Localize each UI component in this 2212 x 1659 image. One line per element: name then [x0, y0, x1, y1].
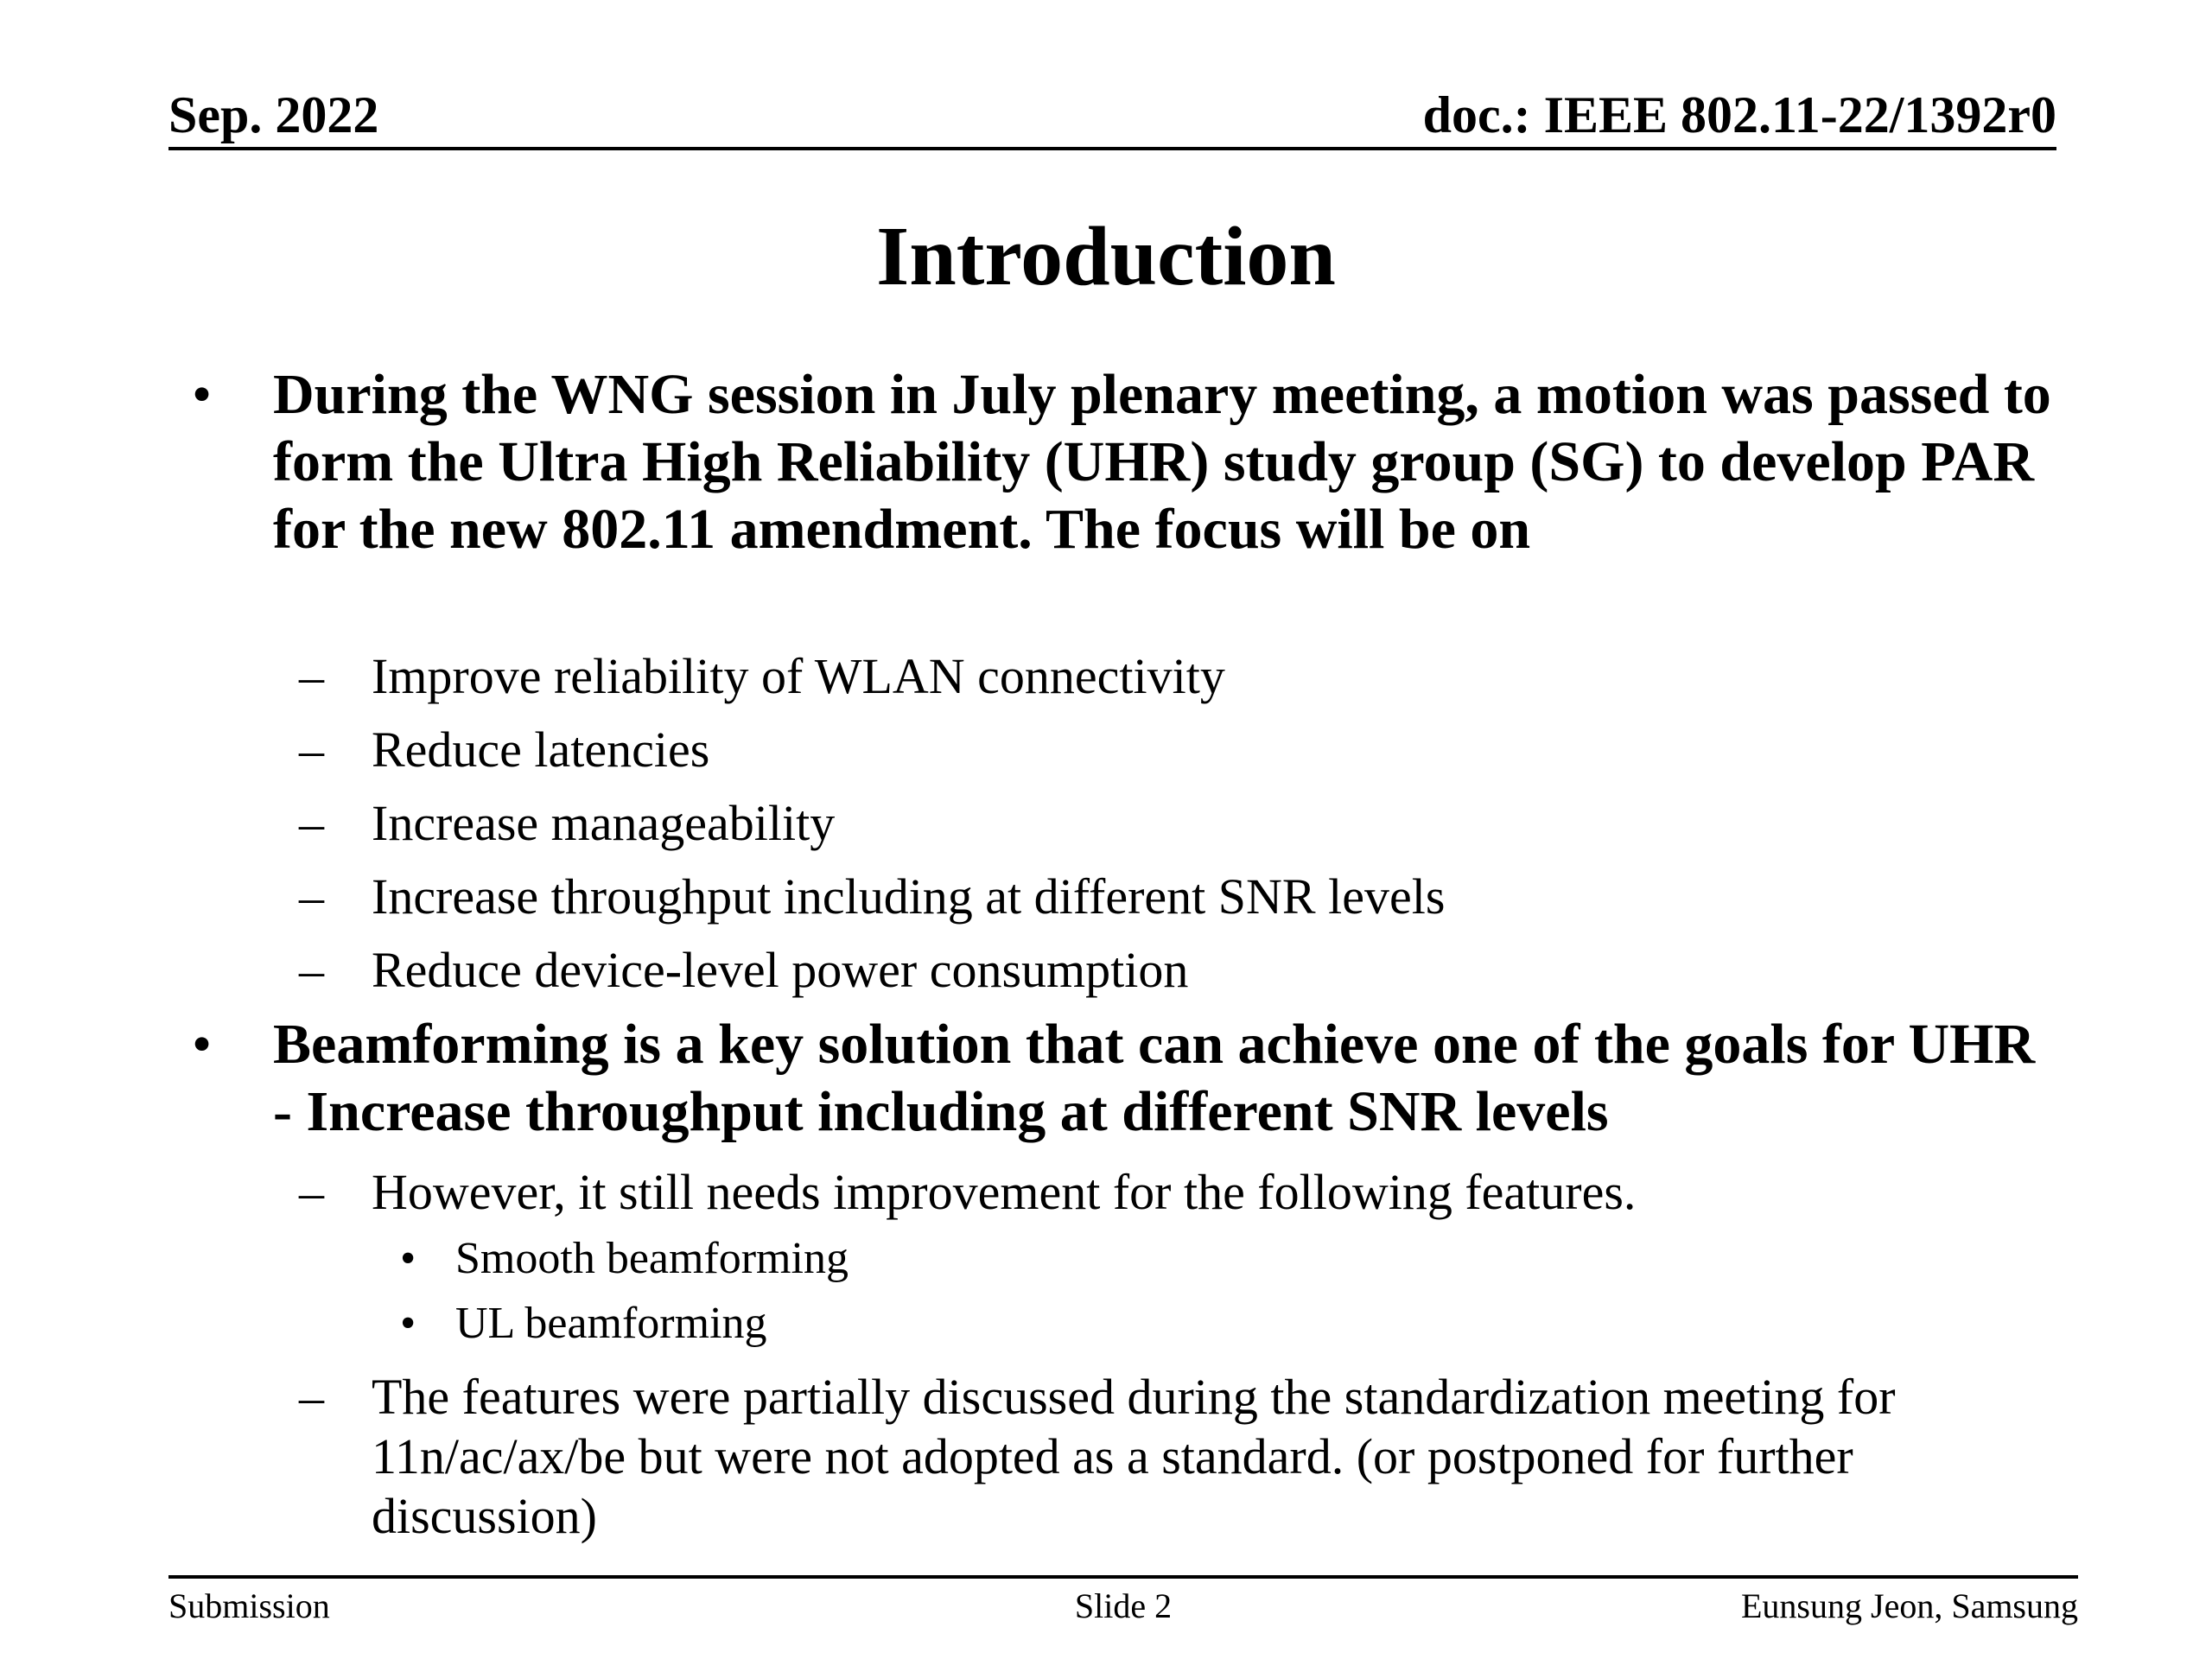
- sub-sub-bullet-text: UL beamforming: [455, 1299, 767, 1348]
- bullet-item: [192, 361, 2062, 563]
- sub-bullet-item: [299, 1367, 2065, 1546]
- header-doc-id: doc.: IEEE 802.11-22/1392r0: [1422, 86, 2056, 143]
- dash-icon: –: [299, 868, 324, 925]
- sub-bullet-item: [299, 720, 2065, 779]
- bullet-dot-icon: •: [400, 1299, 416, 1348]
- sub-bullet-text: Reduce device-level power consumption: [372, 942, 1189, 998]
- sub-sub-bullet-text: Smooth beamforming: [455, 1234, 849, 1283]
- sub-bullet-item: [299, 867, 2065, 926]
- sub-bullet-text: Improve reliability of WLAN connectivity: [372, 648, 1225, 704]
- dash-icon: –: [299, 795, 324, 851]
- header-date: Sep. 2022: [168, 86, 379, 143]
- sub-bullet-text: Increase manageability: [372, 795, 836, 851]
- sub-bullet-item: [299, 646, 2065, 706]
- dash-icon: –: [299, 1164, 324, 1220]
- dash-icon: –: [299, 942, 324, 998]
- footer-author: Eunsung Jeon, Samsung: [1741, 1586, 2078, 1625]
- dash-icon: –: [299, 721, 324, 778]
- bullet-dot-icon: •: [192, 363, 213, 426]
- sub-sub-bullet-item: [400, 1296, 2011, 1351]
- bullet-text: During the WNG session in July plenary meeting, a motion was passed to form the Ultra High Reliability (UHR) study group (SG) to develop PAR for the new 802.11 amendment. The focus will be on: [273, 363, 2051, 561]
- sub-bullet-item: [299, 793, 2065, 853]
- footer-slide-number: Slide 2: [1074, 1586, 1173, 1625]
- footer-submission: Submission: [168, 1586, 330, 1625]
- bullet-dot-icon: •: [400, 1234, 416, 1283]
- dash-icon: –: [299, 648, 324, 704]
- sub-bullet-item: [299, 940, 2065, 1000]
- sub-bullet-text: However, it still needs improvement for the following features.: [372, 1164, 1637, 1220]
- slide-footer: [168, 1575, 2078, 1630]
- bullet-item: [192, 1011, 2062, 1146]
- dash-icon: –: [299, 1369, 324, 1425]
- sub-bullet-text: Increase throughput including at different SNR levels: [372, 868, 1446, 925]
- sub-bullet-text: Reduce latencies: [372, 721, 710, 778]
- slide-title: Introduction: [876, 210, 1336, 303]
- sub-bullet-text: The features were partially discussed during the standardization meeting for 11n/ac/ax/be but were not adopted as a standard. (or postponed for further discussion): [372, 1369, 1896, 1544]
- sub-sub-bullet-item: [400, 1231, 2011, 1287]
- bullet-dot-icon: •: [192, 1013, 213, 1076]
- sub-bullet-item: [299, 1162, 2065, 1222]
- bullet-text: Beamforming is a key solution that can achieve one of the goals for UHR - Increase throughput including at different SNR levels: [273, 1013, 2036, 1143]
